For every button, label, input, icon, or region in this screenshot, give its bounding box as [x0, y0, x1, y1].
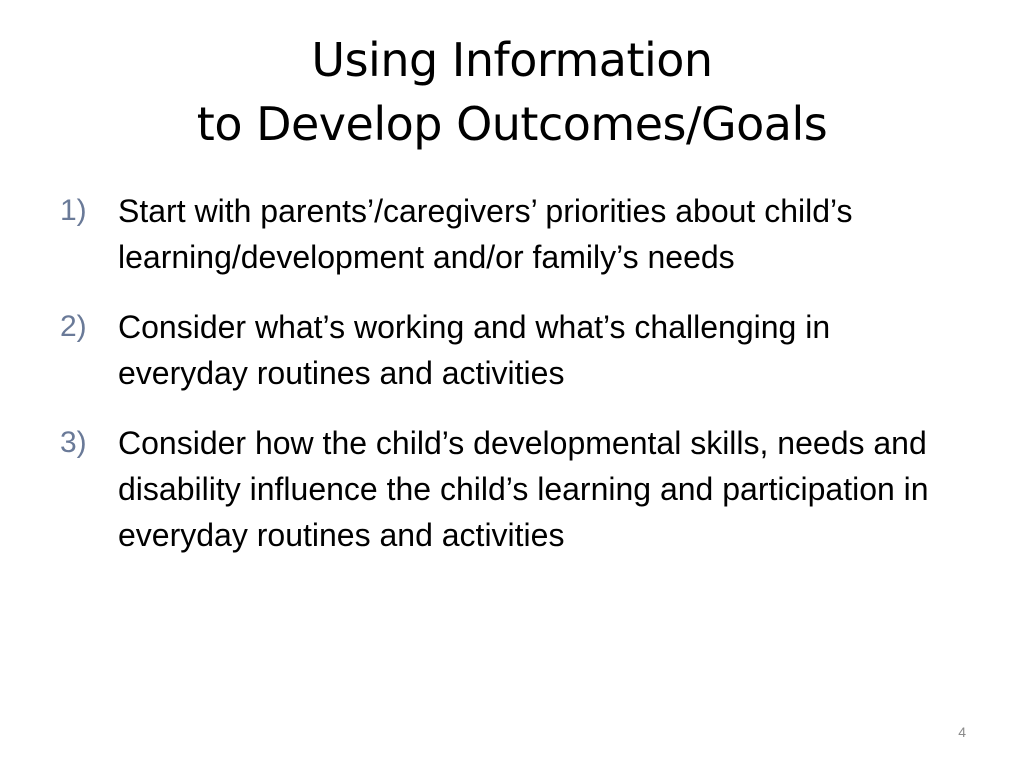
- title-line-1: Using Information: [311, 33, 713, 87]
- title-line-2: to Develop Outcomes/Goals: [196, 97, 828, 151]
- page-number: 4: [958, 724, 966, 740]
- list-item-number: 1): [60, 194, 87, 227]
- list-item-text: Consider how the child’s developmental skills, needs and disability influence the child’s learning and participation in everyday routines and activities: [118, 425, 929, 553]
- list-item: [60, 420, 960, 558]
- slide-title: [0, 28, 1024, 156]
- list-item: [60, 304, 960, 396]
- list-item-number: 3): [60, 426, 87, 459]
- list-item-text: Start with parents’/caregivers’ priorities about child’s learning/development and/or family’s needs: [118, 193, 853, 275]
- numbered-list: [60, 188, 960, 558]
- list-item-text: Consider what’s working and what’s challenging in everyday routines and activities: [118, 309, 831, 391]
- list-item-number: 2): [60, 310, 87, 343]
- list-item: [60, 188, 960, 280]
